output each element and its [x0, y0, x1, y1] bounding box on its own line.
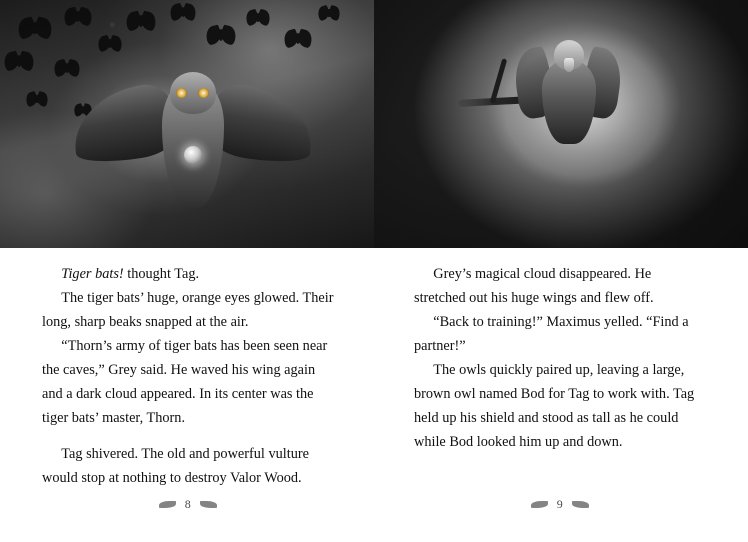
bat-icon — [206, 26, 236, 44]
cloud-vignette — [374, 0, 748, 248]
paragraph: “Thorn’s army of tiger bats has been seen near the caves,” Grey said. He waved his wing again and a dark cloud appeared. In its center was the tiger bats’ master, Thorn. — [42, 338, 328, 427]
folio-right — [414, 497, 706, 512]
owl-illustration — [78, 72, 308, 222]
text-area — [0, 248, 748, 542]
bat-icon — [98, 36, 122, 51]
bat-icon — [246, 10, 270, 25]
bat-icon — [4, 52, 34, 70]
owl-eye-right — [198, 88, 209, 98]
bat-icon — [318, 6, 340, 20]
bat-icon — [64, 8, 92, 25]
bat-icon — [284, 30, 312, 47]
illustration-right — [374, 0, 748, 248]
paragraph — [42, 262, 334, 286]
illustration-band — [0, 0, 748, 248]
paragraph: “Back to training!” Maximus yelled. “Find a partner!” — [414, 314, 689, 355]
bat-icon — [54, 60, 80, 76]
glowing-amulet-icon — [184, 146, 202, 164]
page-number: 8 — [184, 497, 192, 511]
illustration-left — [0, 0, 374, 248]
paragraph: The owls quickly paired up, leaving a large, brown owl named Bod for Tag to work with. Tag held up his shield and stood as tall as he could while Bod looked him up and down. — [414, 362, 695, 451]
page-number: 9 — [556, 497, 564, 511]
leaf-ornament-icon — [200, 501, 217, 508]
bat-icon — [126, 12, 156, 30]
paragraph: The tiger bats’ huge, orange eyes glowed. Their long, sharp beaks snapped at the air. — [42, 290, 334, 331]
right-page-text-column — [414, 262, 706, 454]
bat-icon — [18, 18, 52, 38]
bat-icon — [170, 4, 196, 20]
leaf-ornament-icon — [531, 501, 548, 508]
leaf-ornament-icon — [159, 501, 176, 508]
left-page-text-column — [42, 262, 334, 490]
paragraph: Tag shivered. The old and powerful vulture would stop at nothing to destroy Valor Wood. — [42, 446, 309, 487]
leaf-ornament-icon — [572, 501, 589, 508]
folio-left — [42, 497, 334, 512]
bat-icon — [26, 92, 48, 106]
italic-phrase: Tiger bats! — [61, 266, 124, 282]
paragraph: Grey’s magical cloud disappeared. He stretched out his huge wings and flew off. — [414, 266, 654, 307]
owl-eye-left — [176, 88, 187, 98]
paragraph-rest: thought Tag. — [123, 266, 200, 282]
